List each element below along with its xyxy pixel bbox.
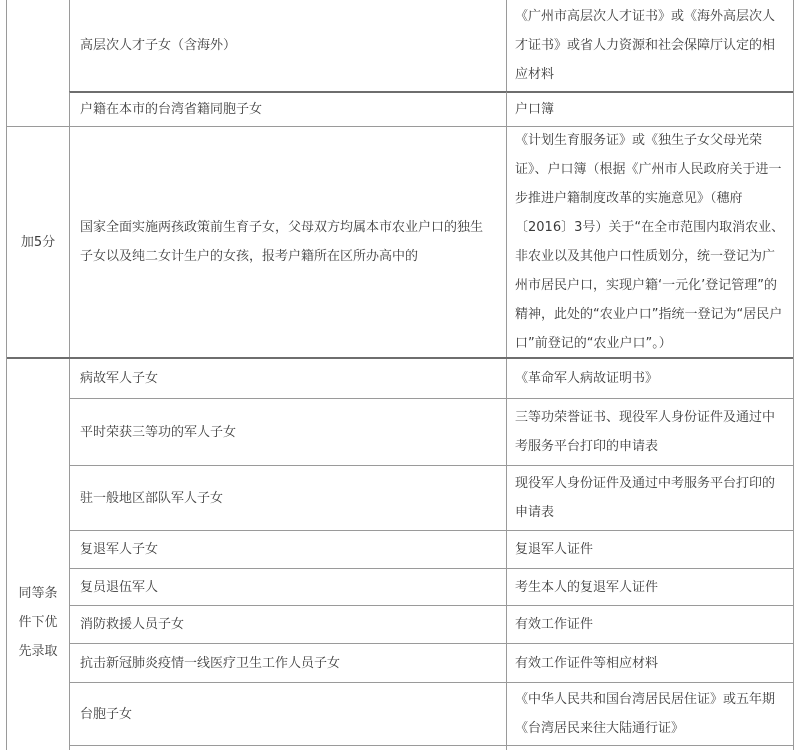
item-text: 复员退伍军人: [80, 579, 159, 595]
material-text: 《革命军人病故证明书》: [515, 371, 659, 386]
item-cell: [69, 605, 506, 643]
item-cell: [69, 359, 506, 398]
material-cell: [506, 530, 793, 568]
item-text: 平时荣获三等功的军人子女: [80, 424, 237, 440]
item-text: 复退军人子女: [80, 542, 159, 557]
item-text: 高层次人才子女（含海外）: [80, 38, 237, 53]
material-cell: [506, 91, 793, 126]
material-text: 户口簿: [515, 102, 555, 117]
item-text: 驻一般地区部队军人子女: [80, 490, 224, 506]
item-cell: [69, 91, 506, 126]
item-cell: [69, 643, 506, 682]
category-cell: [7, 359, 69, 750]
material-text: 《广州市高层次人才证书》或《海外高层次人才证书》或省人力资源和社会保障厅认定的相应材料: [515, 9, 776, 82]
item-cell: [69, 682, 506, 745]
item-text: 户籍在本市的台湾省籍同胞子女: [80, 102, 263, 117]
item-text: 病故军人子女: [80, 371, 159, 386]
item-cell: [69, 398, 506, 465]
item-text: 抗击新冠肺炎疫情一线医疗卫生工作人员子女: [80, 655, 341, 671]
item-text: 国家全面实施两孩政策前生育子女，父母双方均属本市农业户口的独生子女以及纯二女计生户的女孩，报考户籍所在区所办高中的: [80, 220, 484, 264]
material-cell: [506, 568, 793, 605]
category-label: 同等条件下优先录取: [18, 586, 58, 659]
material-cell: [506, 605, 793, 643]
category-cell-empty: [7, 0, 69, 126]
material-text: 《计划生育服务证》或《独生子女父母光荣证》、户口簿（根据《广州市人民政府关于进一步推进户籍制度改革的实施意见》（穗府〔2016〕3号）关于“在全市范围内取消农业、非农业以及其他户口性质划分，统一登记为广州市居民户口，实现户籍‘一元化’登记管理”的精神，此处的“农业户口”指统一登记为“居民户口”前登记的“农业户口”。）: [515, 133, 785, 351]
item-cell: [69, 530, 506, 568]
material-cell: [506, 359, 793, 398]
table-section-top: [7, 0, 793, 126]
material-cell: [506, 127, 793, 357]
category-label: 加5分: [20, 234, 56, 250]
material-cell-partial: [506, 745, 793, 750]
category-cell: [7, 127, 69, 357]
material-text: 三等功荣誉证书、现役军人身份证件及通过中考服务平台打印的申请表: [515, 410, 776, 454]
bonus-policy-table: [6, 0, 794, 750]
material-cell: [506, 643, 793, 682]
material-cell: [506, 398, 793, 465]
material-text: 现役军人身份证件及通过中考服务平台打印的申请表: [515, 476, 776, 520]
material-cell: [506, 465, 793, 530]
material-text: 有效工作证件: [515, 617, 594, 632]
item-cell: [69, 568, 506, 605]
item-cell-partial: [69, 745, 506, 750]
item-text: 消防救援人员子女: [80, 617, 185, 632]
item-cell: [69, 465, 506, 530]
material-cell: [506, 0, 793, 91]
table-section-bonus5: [7, 126, 793, 357]
material-text: 复退军人证件: [515, 542, 594, 557]
material-text: 考生本人的复退军人证件: [515, 579, 659, 595]
material-cell: [506, 682, 793, 745]
table-section-priority: [7, 357, 793, 750]
item-text: 台胞子女: [80, 706, 133, 722]
item-cell: [69, 0, 506, 91]
material-text: 《中华人民共和国台湾居民居住证》或五年期《台湾居民来往大陆通行证》: [515, 692, 776, 736]
item-cell: [69, 127, 506, 357]
material-text: 有效工作证件等相应材料: [515, 655, 659, 671]
